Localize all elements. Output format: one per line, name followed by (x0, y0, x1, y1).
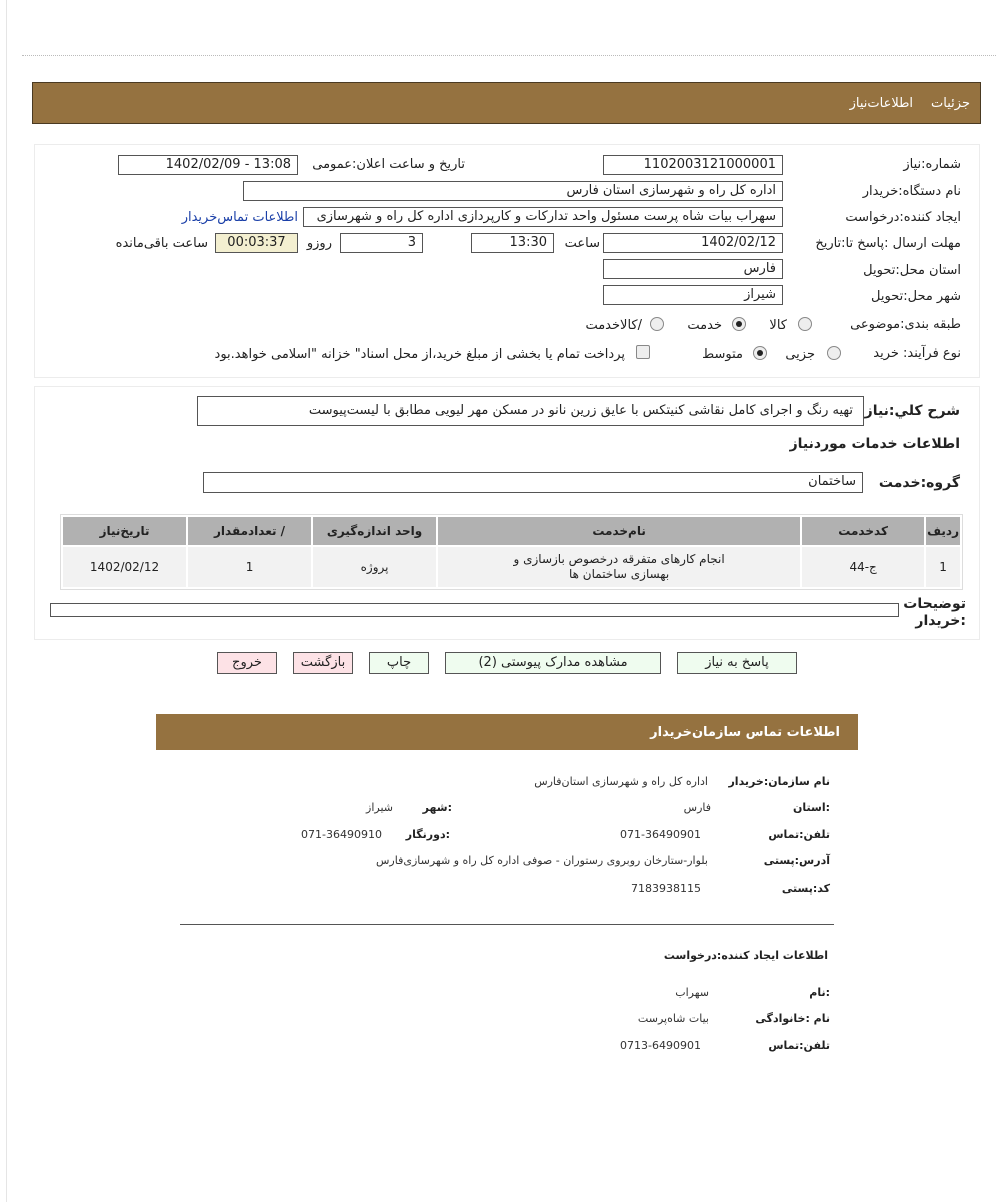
contact-city-value: شیراز (366, 801, 393, 814)
need-info-tab[interactable]: اطلاعات‌نیاز (849, 95, 914, 111)
announce-date-label: تاریخ و ساعت اعلان:عمومی (312, 157, 465, 172)
left-border-line (6, 0, 7, 1202)
process-minor-label: جزیی (785, 347, 815, 362)
service-name-line1: انجام کارهای متفرقه درخصوص بازسازی و (513, 552, 725, 566)
province-field: فارس (603, 259, 783, 279)
category-both-radio[interactable] (650, 317, 664, 331)
buyer-notes-label (903, 596, 966, 630)
requester-title: اطلاعات ایجاد کننده:درخواست (663, 949, 828, 962)
contact-phone-label: تلفن:تماس (768, 828, 830, 841)
details-tab[interactable]: جزئیات (931, 95, 970, 111)
process-minor-radio[interactable] (827, 346, 841, 360)
need-number-field: 1102003121000001 (603, 155, 783, 175)
buyer-org-field: اداره کل راه و شهرسازی استان فارس (243, 181, 783, 201)
description-field: تهیه رنگ و اجرای کامل نقاشی کنیتکس با عایق زرین نانو در مسکن مهر لیویی مطابق با لیست‌پیوست (197, 396, 864, 426)
contact-fax-value: 071-36490910 (301, 828, 382, 841)
print-button[interactable]: چاپ (369, 652, 429, 674)
dotted-separator (22, 55, 996, 56)
process-medium-radio[interactable] (753, 346, 767, 360)
category-service-radio[interactable] (732, 317, 746, 331)
category-goods-label: کالا (769, 318, 787, 333)
category-service-label: خدمت (687, 318, 722, 333)
days-label: روزو (306, 236, 332, 251)
buyer-contact-link[interactable]: اطلاعات تماس‌خریدار (181, 210, 298, 225)
back-button[interactable]: بازگشت (293, 652, 353, 674)
contact-postal-value: 7183938115 (631, 882, 701, 895)
deadline-date-field: 1402/02/12 (603, 233, 783, 253)
contact-address-label: آدرس:پستی (763, 854, 830, 867)
contact-province-value: فارس (683, 801, 711, 814)
service-code-cell: ج-44 (802, 547, 924, 587)
services-title: اطلاعات خدمات موردنیاز (789, 436, 960, 452)
deadline-time-label: ساعت (564, 236, 600, 251)
section-divider (180, 924, 834, 925)
col-name-header: نام‌خدمت (438, 517, 800, 545)
description-label: شرح کلي:نیاز (864, 403, 960, 419)
table-row (63, 547, 960, 587)
col-qty-header: / تعدادمقدار (188, 517, 311, 545)
requester-family-value: بیات شاه‌پرست (637, 1012, 709, 1025)
quantity-cell: 1 (188, 547, 311, 587)
need-number-label: شماره:نیاز (903, 157, 961, 172)
requester-family-label: نام :خانوادگی (755, 1012, 830, 1025)
buyer-org-label: نام دستگاه:خریدار (862, 184, 961, 199)
remaining-label: ساعت باقی‌مانده (115, 236, 208, 251)
city-label: شهر محل:تحویل (871, 289, 961, 304)
service-group-field: ساختمان (203, 472, 863, 493)
table-header-row (63, 517, 960, 545)
buyer-notes-label-line2: :خریدار (915, 613, 966, 629)
col-row-header: ردیف (926, 517, 960, 545)
creator-field: سهراب بیات شاه پرست مسئول واحد تدارکات و کارپردازی اداره کل راه و شهرسازی (303, 207, 783, 227)
days-field: 3 (340, 233, 423, 253)
contact-fax-label: :دورنگار (405, 828, 450, 841)
page-header (32, 82, 981, 124)
need-date-cell: 1402/02/12 (63, 547, 186, 587)
col-date-header: تاریخ‌نیاز (63, 517, 186, 545)
attachments-button[interactable]: مشاهده مدارک پیوستی (2) (445, 652, 661, 674)
contact-address-value: بلوار-ستارخان روبروی رستوران - صوفی اداره کل راه و شهرسازی‌فارس (376, 854, 708, 867)
category-label: طبقه بندی:موضوعی (850, 317, 961, 332)
contact-postal-label: کد:پستی (781, 882, 830, 895)
treasury-payment-checkbox[interactable] (636, 345, 650, 359)
requester-name-label: :نام (809, 986, 830, 999)
buyer-notes-label-line1: توضیحات (903, 596, 966, 612)
contact-phone-value: 071-36490901 (620, 828, 701, 841)
announce-date-field: 1402/02/09 - 13:08 (118, 155, 298, 175)
remaining-timer: 00:03:37 (215, 233, 298, 253)
exit-button[interactable]: خروج (217, 652, 277, 674)
requester-phone-label: تلفن:تماس (768, 1039, 830, 1052)
category-both-label: /کالاخدمت (585, 318, 642, 333)
org-name-value: اداره کل راه و شهرسازی استان‌فارس (534, 775, 708, 788)
creator-label: ایجاد کننده:درخواست (845, 210, 961, 225)
service-group-label: گروه:خدمت (878, 475, 960, 491)
requester-phone-value: 0713-6490901 (620, 1039, 701, 1052)
row-number-cell: 1 (926, 547, 960, 587)
process-label: نوع فرآیند: خرید (873, 346, 961, 361)
buyer-contact-title: اطلاعات تماس سازمان‌خریدار (156, 714, 858, 750)
process-medium-label: متوسط (702, 347, 743, 362)
contact-province-label: :استان (793, 801, 830, 814)
org-name-label: نام سازمان:خریدار (728, 775, 830, 788)
city-field: شیراز (603, 285, 783, 305)
deadline-time-field: 13:30 (471, 233, 554, 253)
category-goods-radio[interactable] (798, 317, 812, 331)
service-name-line2: بهسازی ساختمان ها (568, 567, 670, 581)
col-unit-header: واحد اندازه‌گیری (313, 517, 436, 545)
buyer-notes-field (50, 603, 899, 617)
unit-cell: پروژه (313, 547, 436, 587)
services-table (60, 514, 963, 590)
province-label: استان محل:تحویل (863, 263, 961, 278)
requester-name-value: سهراب (675, 986, 709, 999)
contact-city-label: :شهر (422, 801, 452, 814)
col-code-header: کدخدمت (802, 517, 924, 545)
deadline-label: مهلت ارسال :پاسخ تا:تاریخ (815, 236, 961, 251)
service-name-cell (438, 547, 800, 587)
need-info-panel (34, 144, 980, 378)
treasury-payment-note: پرداخت تمام یا بخشی از مبلغ خرید،از محل اسناد" خزانه "اسلامی خواهد.بود (214, 347, 625, 362)
reply-button[interactable]: پاسخ به نیاز (677, 652, 797, 674)
